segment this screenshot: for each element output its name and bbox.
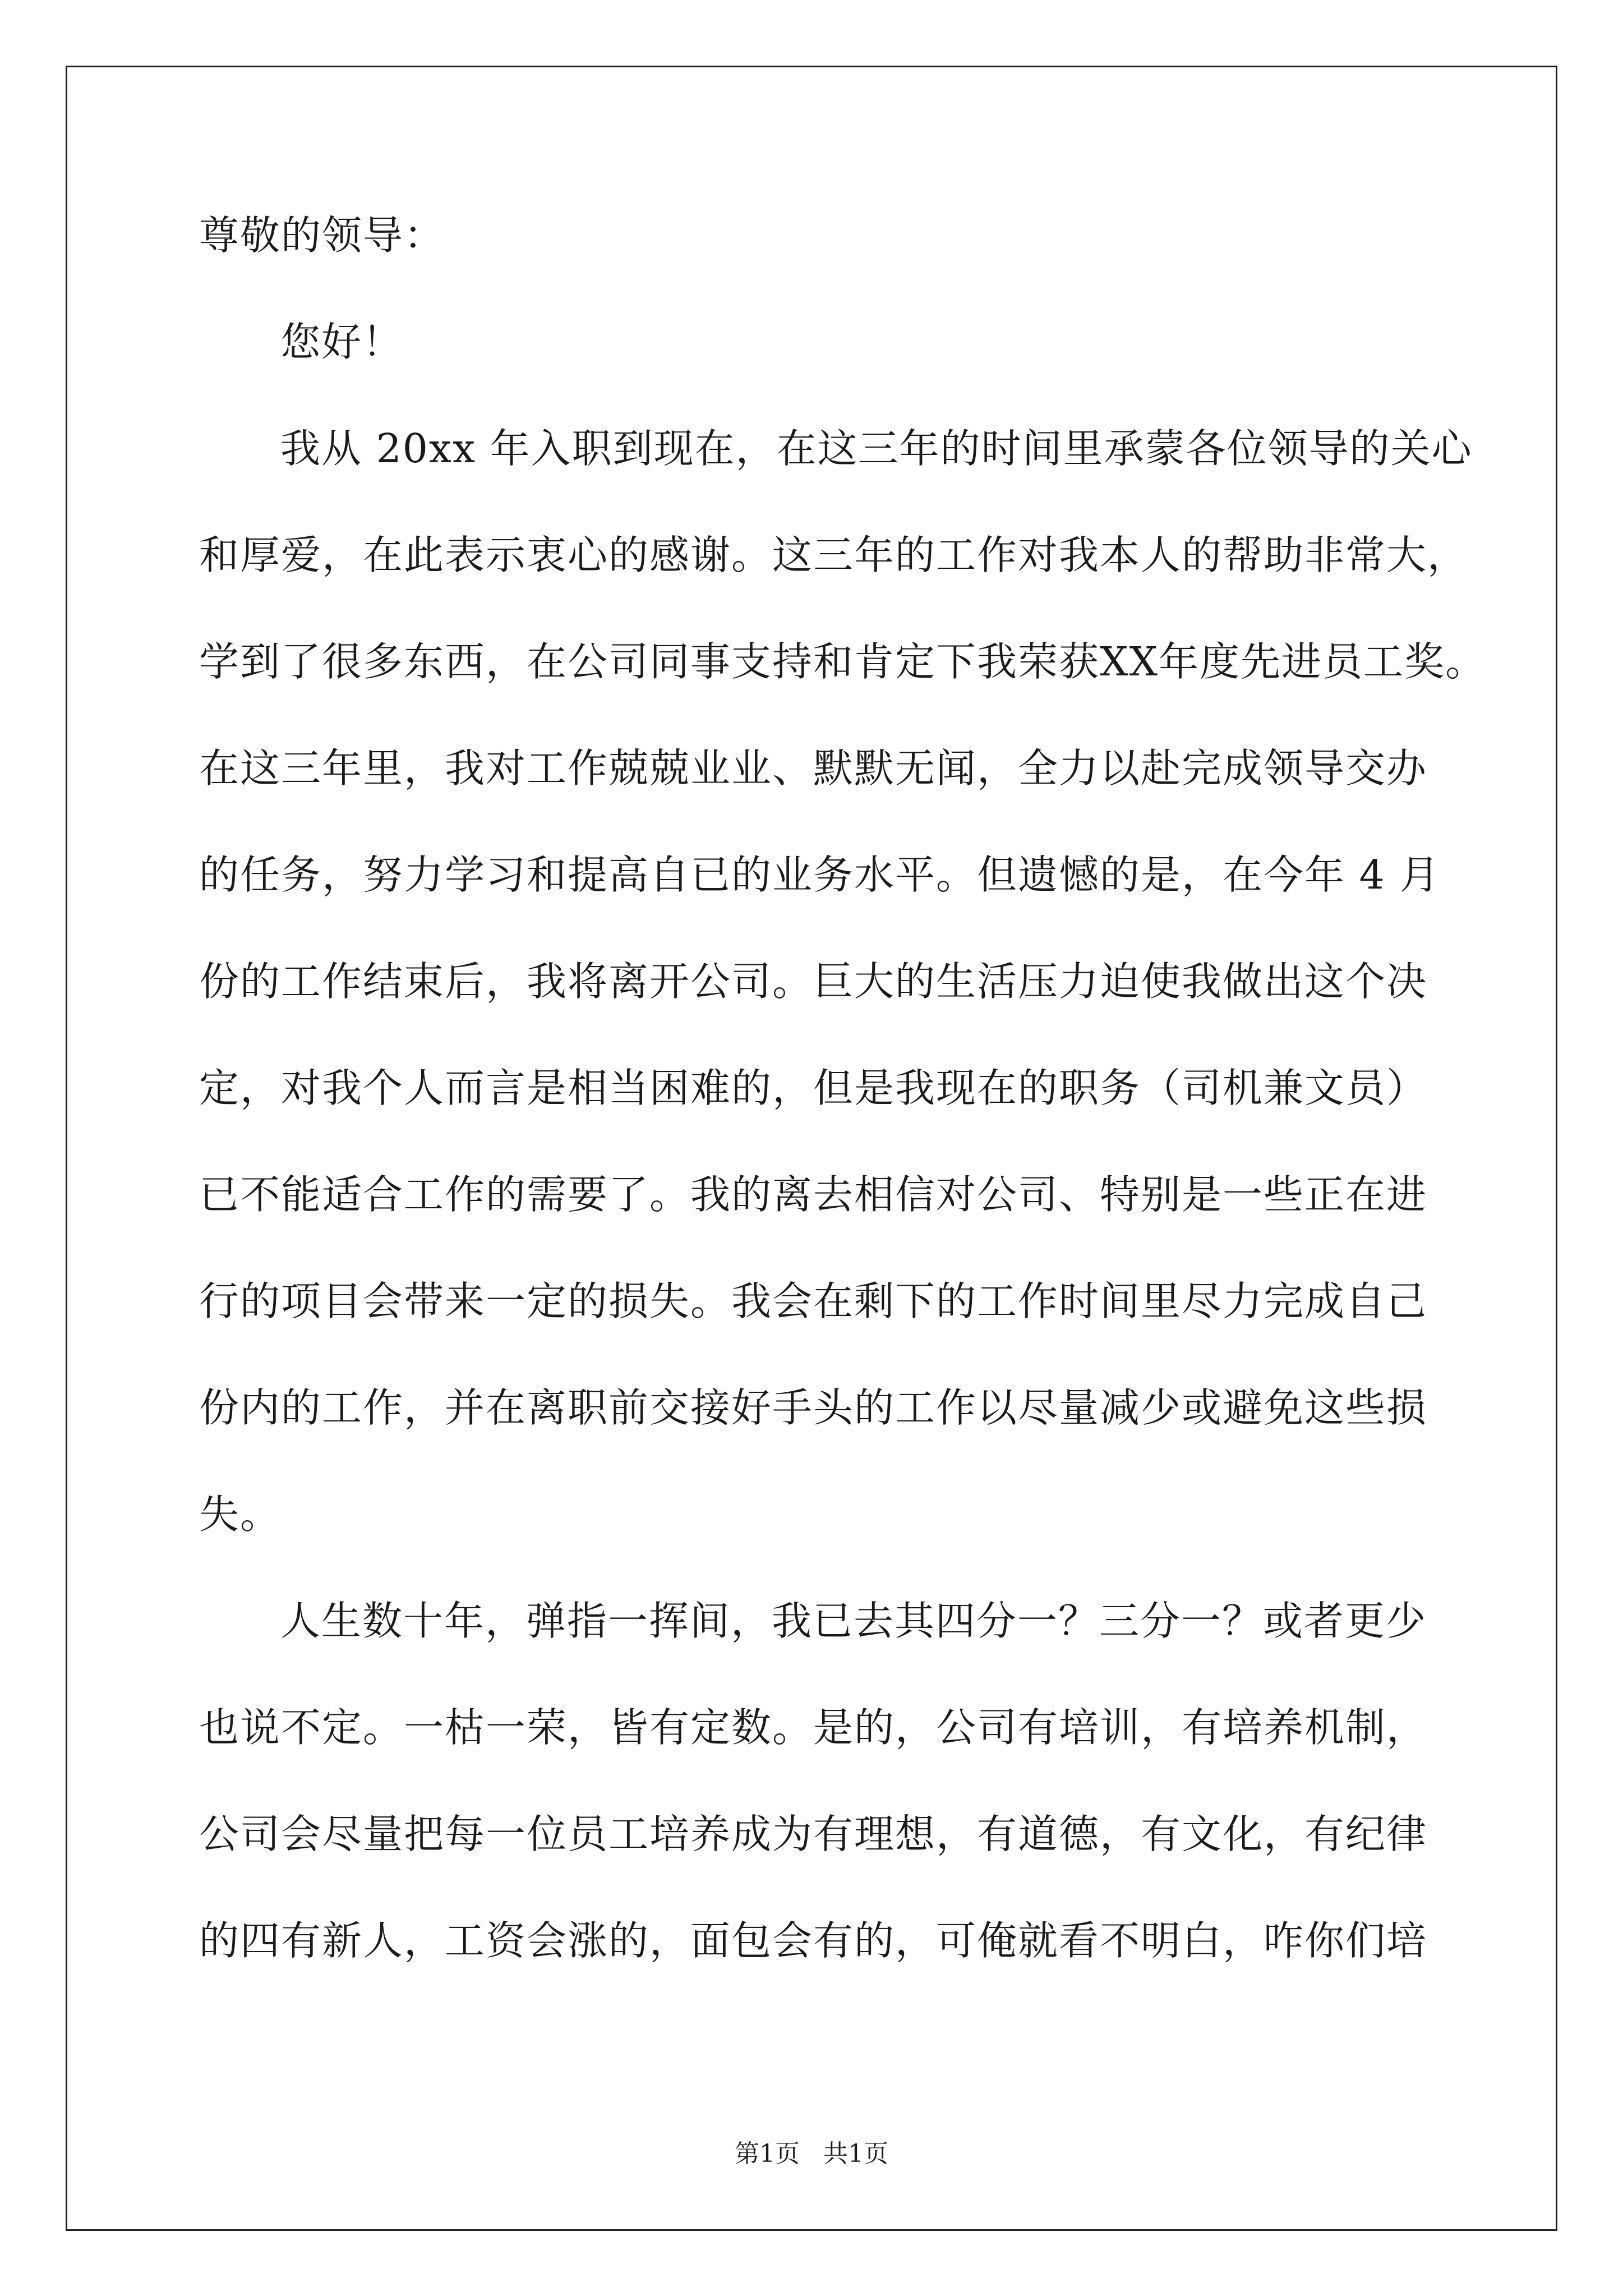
page-number-footer: 第1页 共1页 xyxy=(735,2139,888,2168)
paragraph-2-line-4: 的四有新人，工资会涨的，面包会有的，可俺就看不明白，咋你们培 xyxy=(199,1917,1428,1964)
greeting: 您好！ xyxy=(280,319,404,365)
paragraph-2-line-3: 公司会尽量把每一位员工培养成为有理想，有道德，有文化，有纪律 xyxy=(199,1811,1428,1857)
paragraph-1-line-9: 行的项目会带来一定的损失。我会在剩下的工作时间里尽力完成自己 xyxy=(199,1278,1428,1324)
paragraph-1-line-2: 和厚爱，在此表示衷心的感谢。这三年的工作对我本人的帮助非常大， xyxy=(199,532,1469,578)
paragraph-1-line-6: 份的工作结束后，我将离开公司。巨大的生活压力迫使我做出这个决 xyxy=(199,958,1428,1005)
paragraph-1-line-8: 已不能适合工作的需要了。我的离去相信对公司、特别是一些正在进 xyxy=(199,1171,1428,1218)
paragraph-1-line-7: 定，对我个人而言是相当困难的，但是我现在的职务（司机兼文员） xyxy=(199,1065,1428,1111)
paragraph-1-line-11: 失。 xyxy=(199,1491,282,1538)
paragraph-1-line-3: 学到了很多东西，在公司同事支持和肯定下我荣获XX年度先进员工奖。 xyxy=(199,638,1487,685)
paragraph-1-line-5: 的任务，努力学习和提高自已的业务水平。但遗憾的是，在今年 4 月 xyxy=(199,852,1441,898)
page-border xyxy=(66,66,1557,2231)
paragraph-2-line-1: 人生数十年，弹指一挥间，我已去其四分一？三分一？或者更少 xyxy=(280,1598,1427,1644)
paragraph-1-line-1: 我从 20xx 年入职到现在，在这三年的时间里承蒙各位领导的关心 xyxy=(280,425,1473,472)
paragraph-1-line-4: 在这三年里，我对工作兢兢业业、默默无闻，全力以赴完成领导交办 xyxy=(199,745,1428,792)
paragraph-2-line-2: 也说不定。一枯一荣，皆有定数。是的，公司有培训，有培养机制， xyxy=(199,1704,1428,1751)
paragraph-1-line-10: 份内的工作，并在离职前交接好手头的工作以尽量减少或避免这些损 xyxy=(199,1384,1428,1431)
salutation: 尊敬的领导： xyxy=(199,212,445,259)
